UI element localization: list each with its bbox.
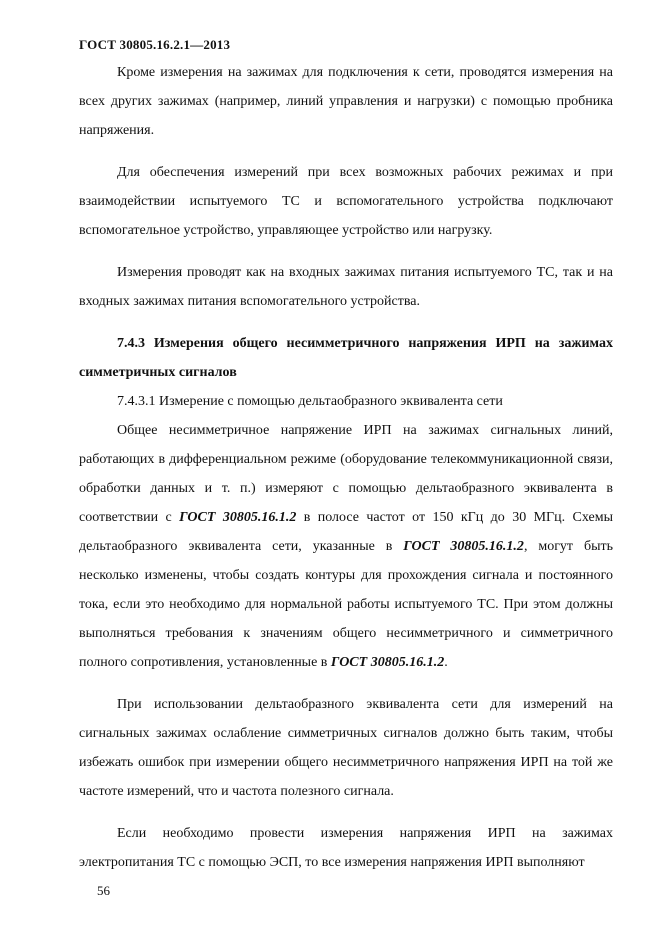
paragraph-signal-attenuation: При использовании дельтаобразного эквивалента сети для измерений на сигнальных зажимах ослабление симметричных сигналов должно быть таким, чтобы избежать ошибок при измерении общего несимметричного напряжения ИРП на той же частоте измерений, что и частота полезного сигнала. [79,697,613,799]
paragraph-input-terminals: Измерения проводят как на входных зажимах питания испытуемого ТС, так и на входных зажимах питания вспомогательного устройства. [79,265,613,309]
document-header: ГОСТ 30805.16.2.1—2013 [79,37,231,52]
paragraph-probe-measurements: Кроме измерения на зажимах для подключения к сети, проводятся измерения на всех других зажимах (например, линий управления и нагрузки) с помощью пробника напряжения. [79,65,613,138]
standard-reference: ГОСТ 30805.16.1.2 [179,510,297,525]
paragraph-text: , могут быть несколько изменены, чтобы создать контуры для прохождения сигнала и постоянного тока, если это необходимо для нормальной работы испытуемого ТС. При этом должны выполняться требования к значениям общего несимметричного и симметричного полного сопротивления, установленные в [79,539,613,670]
paragraph-power-terminals: Если необходимо провести измерения напряжения ИРП на зажимах электропитания ТС с помощью ЭСП, то все измерения напряжения ИРП выполняют [79,826,613,870]
paragraph-text: Общее несимметричное напряжение ИРП на зажимах сигнальных линий, работающих в дифференциальном режиме (оборудование телекоммуникационной связи, обработки данных и т. п.) измеряют с помощью дельтаобразного эквивалента в соответствии с [79,423,613,525]
standard-reference: ГОСТ 30805.16.1.2 [330,655,445,670]
paragraph-delta-network [79,416,613,677]
section-heading: 7.4.3 Измерения общего несимметричного напряжения ИРП на зажимах симметричных сигналов [79,336,613,380]
paragraph-text: . [444,655,448,670]
subsection-heading: 7.4.3.1 Измерение с помощью дельтаобразного эквивалента сети [117,394,503,409]
paragraph-text: в полосе частот от 150 кГц до 30 МГц. Схемы дельтаобразного эквивалента сети, указанные в [79,510,614,554]
standard-reference: ГОСТ 30805.16.1.2 [403,539,524,554]
document-body [79,58,613,877]
page-number: 56 [97,883,110,898]
paragraph-auxiliary-device: Для обеспечения измерений при всех возможных рабочих режимах и при взаимодействии испытуемого ТС и вспомогательного устройства подключают вспомогательное устройство, управляющее устройство или нагрузку. [79,165,613,238]
